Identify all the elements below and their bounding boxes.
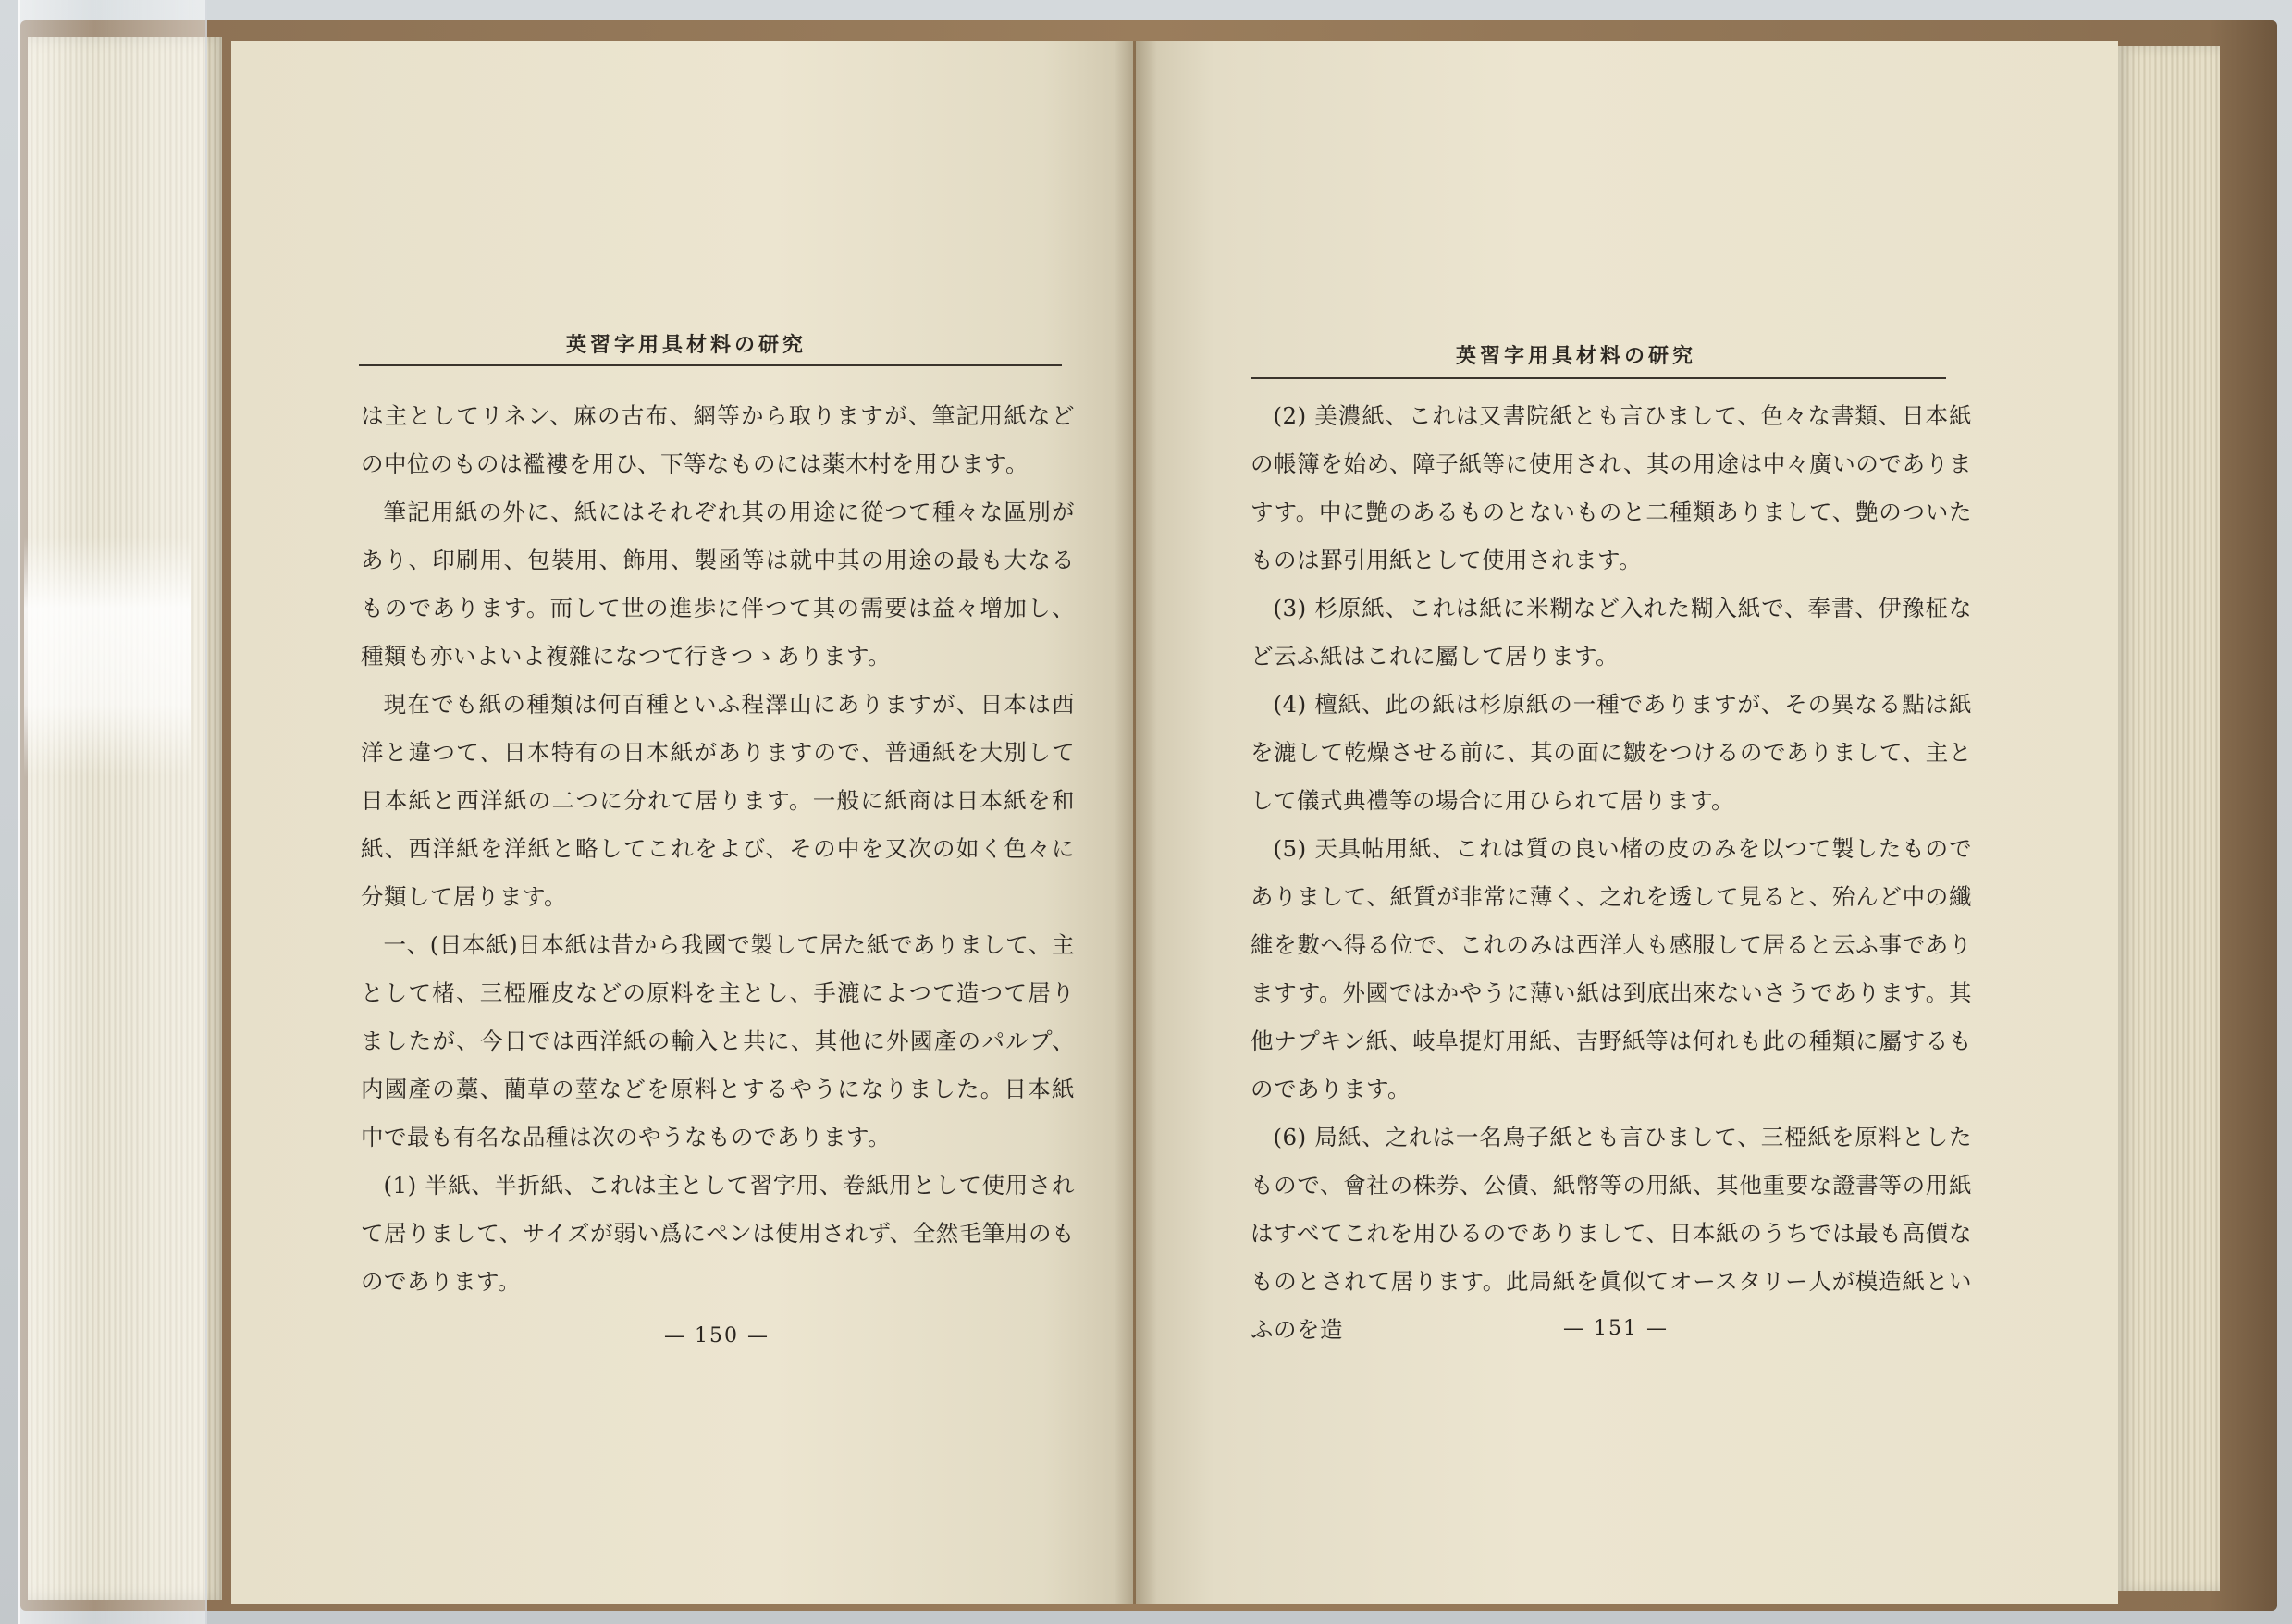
right-paragraph-1: (2) 美濃紙、これは又書院紙とも言ひまして、色々な書類、日本紙の帳簿を始め、障子紙等に使用され、其の用途は中々廣いのでありますす。中に艶のあるものとないものと二種類ありまして、艶のついたものは罫引用紙として使用されます。 xyxy=(1251,402,1972,573)
left-paragraph-4: 一、(日本紙)日本紙は昔から我國で製して居た紙でありまして、主として楮、三椏雁皮などの原料を主とし、手漉によつて造つて居りましたが、今日では西洋紙の輸入と共に、其他に外國產のパルプ、内國產の藁、藺草の莖などを原料とするやうになりました。日本紙中で最も有名な品種は次のやうなものであります。 xyxy=(361,931,1075,1150)
left-paragraph-1: は主としてリネン、麻の古布、網等から取りますが、筆記用紙などの中位のものは襤褸を用ひ、下等なものには薬木村を用ひます。 xyxy=(361,402,1075,477)
left-page-number: — 150 — xyxy=(664,1324,770,1347)
right-header-rule xyxy=(1251,377,1946,379)
plastic-cover-strip xyxy=(18,0,207,1624)
left-paragraph-2: 筆記用紙の外に、紙にはそれぞれ其の用途に從つて種々な區別があり、印刷用、包裝用、飾用、製函等は就中其の用途の最も大なるものであります。而して世の進歩に伴つて其の需要は益々增加し、種類も亦いよいよ複雜になつて行きつゝあります。 xyxy=(361,498,1075,670)
left-running-head: 英習字用具材料の研究 xyxy=(566,333,807,357)
plastic-glare xyxy=(24,536,191,777)
right-page-edges xyxy=(2118,46,2220,1591)
left-body-text xyxy=(361,392,1075,1306)
right-paragraph-4: (5) 天具帖用紙、これは質の良い楮の皮のみを以つて製したものでありまして、紙質が非常に薄く、之れを透して見ると、殆んど中の纖維を數へ得る位で、これのみは西洋人も感服して居ると云ふ事でありますす。外國ではかやうに薄い紙は到底出來ないさうであります。其他ナプキン紙、岐阜提灯用紙、吉野紙等は何れも此の種類に屬するものであります。 xyxy=(1251,835,1972,1102)
book-gutter xyxy=(1115,41,1157,1604)
right-running-head: 英習字用具材料の研究 xyxy=(1456,344,1697,368)
right-paragraph-2: (3) 杉原紙、これは紙に米糊など入れた糊入紙で、奉書、伊豫柾など云ふ紙はこれに屬して居ります。 xyxy=(1251,595,1972,670)
left-paragraph-3: 現在でも紙の種類は何百種といふ程澤山にありますが、日本は西洋と違つて、日本特有の日本紙がありますので、普通紙を大別して日本紙と西洋紙の二つに分れて居ります。一般に紙商は日本紙を和紙、西洋紙を洋紙と略してこれをよび、その中を又次の如く色々に分類して居ります。 xyxy=(361,691,1075,910)
right-body-text xyxy=(1251,392,1972,1354)
left-paragraph-5: (1) 半紙、半折紙、これは主として習字用、卷紙用として使用されて居りまして、サイズが弱い爲にペンは使用されず、全然毛筆用のものであります。 xyxy=(361,1172,1075,1295)
left-header-rule xyxy=(359,364,1062,366)
right-page-number: — 151 — xyxy=(1563,1317,1669,1340)
right-paragraph-5: (6) 局紙、之れは一名鳥子紙とも言ひまして、三椏紙を原料としたもので、會社の株券、公債、紙幣等の用紙、其他重要な證書等の用紙はすべてこれを用ひるのでありまして、日本紙のうちでは最も高價なものとされて居ります。此局紙を眞似てオースタリー人が模造紙といふのを造 xyxy=(1251,1124,1972,1343)
right-paragraph-3: (4) 檀紙、此の紙は杉原紙の一種でありますが、その異なる點は紙を漉して乾燥させる前に、其の面に皺をつけるのでありまして、主として儀式典禮等の場合に用ひられて居ります。 xyxy=(1251,691,1972,814)
